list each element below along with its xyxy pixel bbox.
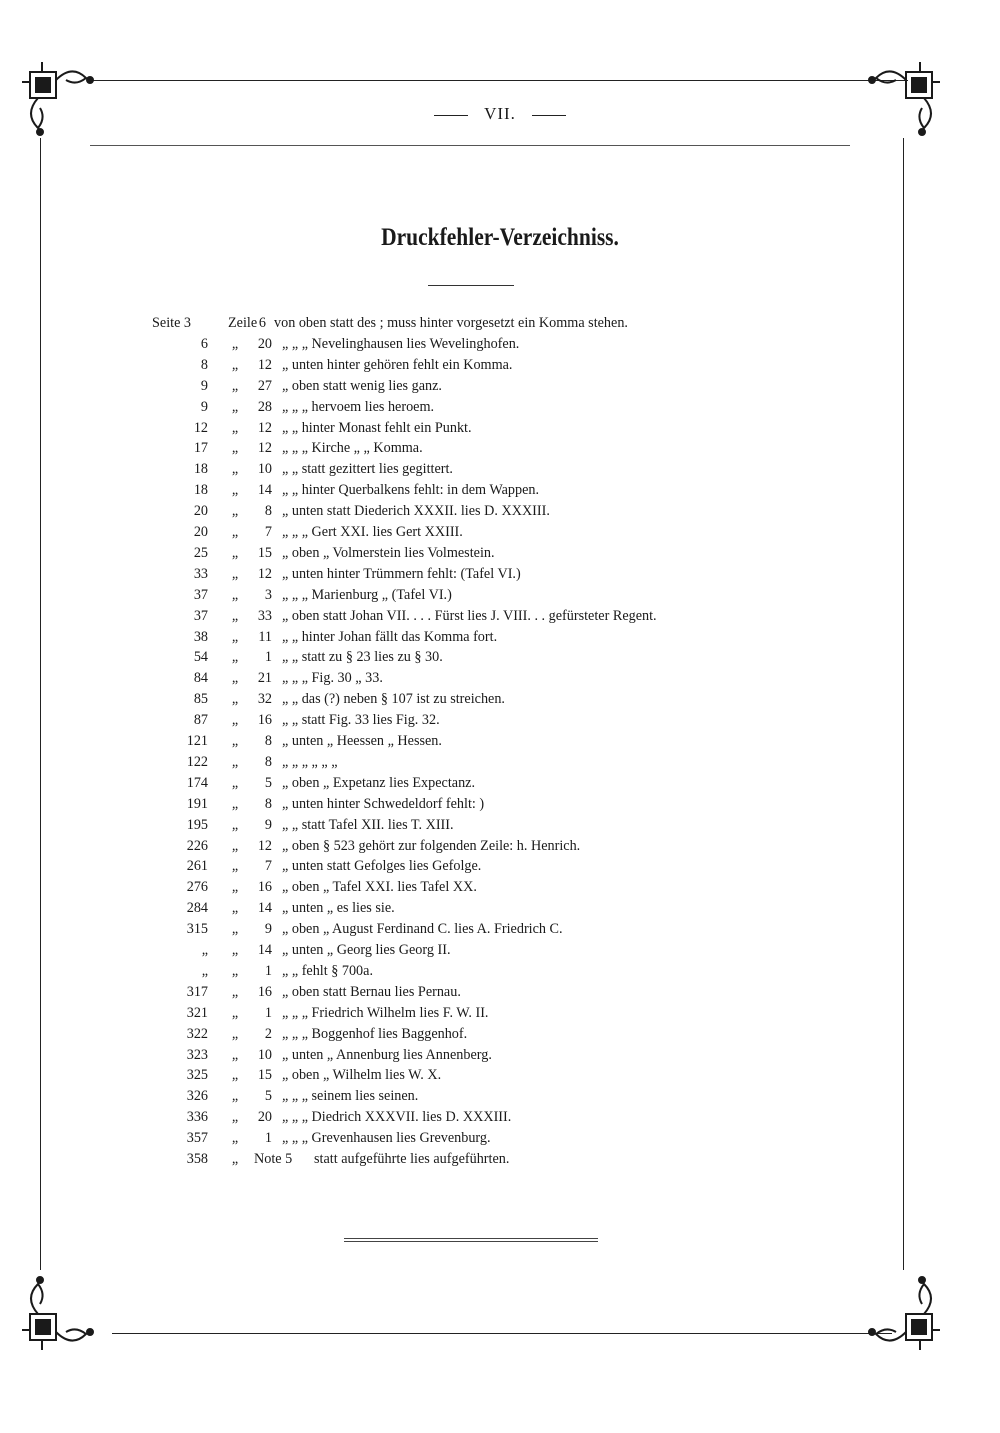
errata-line: 6: [258, 315, 266, 331]
errata-page: 323: [186, 1046, 208, 1063]
errata-zeile: „: [231, 440, 239, 457]
errata-text: „ oben „ Expetanz lies Expectanz.: [282, 774, 476, 791]
errata-line: 33: [257, 607, 272, 624]
errata-page: Seite 3: [152, 315, 192, 331]
errata-line: 12: [257, 356, 272, 373]
errata-page: 87: [193, 712, 208, 729]
footer-rule-top: [344, 1238, 598, 1239]
errata-text: „ oben „ Wilhelm lies W. X.: [282, 1067, 442, 1084]
errata-text: „ oben „ August Ferdinand C. lies A. Friedrich C.: [282, 921, 563, 938]
errata-zeile: „: [231, 335, 239, 352]
errata-line: 14: [257, 482, 272, 499]
errata-zeile: „: [231, 774, 239, 791]
errata-page: 336: [186, 1109, 208, 1126]
errata-page: 18: [193, 482, 208, 499]
errata-text: „ „ „ hervoem lies heroem.: [282, 398, 435, 415]
errata-line: 1: [264, 649, 272, 666]
errata-zeile: „: [231, 712, 239, 729]
errata-line: 1: [264, 1004, 272, 1021]
errata-zeile: „: [231, 544, 239, 561]
errata-line: 27: [257, 377, 272, 394]
corner-ornament-top-left: [20, 60, 102, 142]
errata-line: 11: [258, 628, 272, 645]
errata-zeile: „: [231, 565, 239, 582]
page-number: [0, 104, 1000, 124]
errata-page: 12: [193, 419, 208, 436]
errata-text: „ unten statt Diederich XXXII. lies D. XXXIII.: [282, 503, 550, 520]
errata-page: 85: [193, 691, 208, 708]
errata-line: 32: [257, 691, 272, 708]
errata-text: „ „ statt gezittert lies gegittert.: [282, 461, 453, 478]
errata-line: 9: [264, 816, 272, 833]
errata-page: 321: [186, 1004, 208, 1021]
errata-line: 2: [264, 1025, 272, 1042]
errata-zeile: „: [231, 419, 239, 436]
errata-page: 191: [186, 795, 208, 812]
errata-line: 21: [257, 670, 272, 687]
errata-line: 10: [257, 1046, 272, 1063]
errata-text: „ oben § 523 gehört zur folgenden Zeile: h. Henrich.: [282, 837, 581, 854]
errata-text: „ „ statt Tafel XII. lies T. XIII.: [282, 816, 454, 833]
errata-line: 12: [257, 837, 272, 854]
errata-line: 8: [264, 795, 272, 812]
errata-zeile: „: [231, 482, 239, 499]
errata-page: 276: [186, 879, 208, 896]
errata-text: „ „ „ Kirche „ „ Komma.: [282, 440, 423, 457]
errata-page: 284: [186, 900, 208, 917]
errata-page: 20: [193, 524, 208, 540]
errata-zeile: „: [231, 962, 239, 979]
errata-text: „ unten hinter gehören fehlt ein Komma.: [282, 356, 513, 373]
corner-ornament-top-right: [860, 60, 942, 142]
errata-page: 8: [200, 356, 208, 373]
errata-line: 8: [264, 503, 272, 520]
errata-text: „ „ „ Grevenhausen lies Grevenburg.: [282, 1130, 491, 1147]
page-number-text: VII.: [484, 104, 516, 123]
errata-line: 8: [264, 733, 272, 749]
errata-text: „ oben statt Bernau lies Pernau.: [282, 983, 461, 1000]
errata-text: „ „ hinter Monast fehlt ein Punkt.: [282, 419, 472, 436]
errata-page: 357: [186, 1130, 208, 1147]
errata-page: 315: [186, 921, 208, 938]
errata-page: 174: [186, 774, 208, 791]
errata-line: 7: [264, 858, 272, 875]
errata-line: 16: [257, 879, 272, 896]
errata-page: 317: [186, 983, 208, 1000]
errata-zeile: „: [231, 503, 239, 520]
errata-zeile: „: [231, 1046, 239, 1063]
errata-text: „ unten hinter Trümmern fehlt: (Tafel VI.): [282, 565, 521, 582]
errata-zeile: „: [231, 1109, 239, 1126]
errata-text: „ „ „ Gert XXI. lies Gert XXIII.: [282, 524, 463, 540]
errata-zeile: „: [231, 1151, 239, 1167]
errata-line: 5: [264, 1088, 272, 1105]
page-number-dash-left: [434, 115, 468, 116]
errata-zeile: „: [231, 795, 239, 812]
errata-text: „ „ fehlt § 700a.: [282, 962, 373, 979]
errata-page: 121: [186, 733, 208, 749]
errata-page: 325: [186, 1067, 208, 1084]
errata-text: „ unten statt Gefolges lies Gefolge.: [282, 858, 482, 875]
errata-zeile: „: [231, 733, 239, 749]
errata-text: „ unten „ Heessen „ Hessen.: [282, 733, 442, 749]
errata-zeile: „: [231, 356, 239, 373]
errata-page: 37: [193, 607, 208, 624]
errata-text: „ „ das (?) neben § 107 ist zu streichen.: [282, 691, 505, 708]
errata-text: „ „ „ Fig. 30 „ 33.: [282, 670, 383, 687]
errata-zeile: „: [231, 837, 239, 854]
errata-line: 15: [257, 544, 272, 561]
errata-zeile: „: [231, 586, 239, 603]
errata-line: 5: [264, 774, 272, 791]
page-number-dash-right: [532, 115, 566, 116]
errata-zeile: „: [231, 858, 239, 875]
title-rule: [428, 285, 514, 286]
errata-page: 226: [186, 837, 208, 854]
corner-ornament-bottom-right: [860, 1270, 942, 1352]
errata-line: 1: [264, 1130, 272, 1147]
errata-text: „ oben „ Volmerstein lies Volmestein.: [282, 544, 495, 561]
errata-zeile: „: [231, 607, 239, 624]
errata-page: 17: [193, 440, 208, 457]
errata-text: „ unten „ es lies sie.: [282, 900, 395, 917]
errata-line: Note 5: [254, 1151, 293, 1167]
errata-line: 12: [257, 419, 272, 436]
errata-line: 10: [257, 461, 272, 478]
frame-top-line: [92, 80, 908, 81]
errata-line: 20: [257, 1109, 272, 1126]
errata-zeile: „: [231, 879, 239, 896]
errata-zeile: „: [231, 628, 239, 645]
errata-page: 18: [193, 461, 208, 478]
errata-text: statt aufgeführte lies aufgeführten.: [314, 1151, 510, 1167]
errata-line: 3: [264, 586, 272, 603]
errata-line: 12: [257, 440, 272, 457]
errata-text: „ oben statt wenig lies ganz.: [282, 377, 442, 394]
errata-text: „ unten hinter Schwedeldorf fehlt: ): [282, 795, 485, 812]
errata-page: 37: [193, 586, 208, 603]
errata-page: 122: [186, 753, 208, 770]
errata-text: „ „ „ „ „ „: [282, 753, 338, 770]
errata-page: „: [201, 962, 208, 979]
errata-page: 195: [186, 816, 208, 833]
errata-page: 9: [200, 377, 208, 394]
errata-line: 1: [264, 962, 272, 979]
errata-text: „ unten „ Georg lies Georg II.: [282, 942, 451, 958]
frame-left-line: [40, 138, 41, 1270]
errata-text: „ „ „ Marienburg „ (Tafel VI.): [282, 586, 452, 603]
errata-line: 14: [257, 900, 272, 917]
errata-page: „: [201, 942, 208, 958]
errata-text: „ „ „ Diedrich XXXVII. lies D. XXXIII.: [282, 1109, 512, 1126]
errata-line: 15: [257, 1067, 272, 1084]
page-title: Druckfehler-Verzeichniss.: [381, 224, 619, 251]
errata-zeile: „: [231, 1004, 239, 1021]
errata-line: 16: [257, 983, 272, 1000]
errata-zeile: „: [231, 1130, 239, 1147]
errata-text: „ unten „ Annenburg lies Annenberg.: [282, 1046, 492, 1063]
errata-zeile: „: [231, 753, 239, 770]
errata-text: „ oben „ Tafel XXI. lies Tafel XX.: [282, 879, 477, 896]
errata-zeile: „: [231, 649, 239, 666]
errata-zeile: „: [231, 524, 239, 540]
errata-text: „ „ „ seinem lies seinen.: [282, 1088, 419, 1105]
errata-page: 261: [186, 858, 208, 875]
footer-rule-bottom: [344, 1241, 598, 1242]
errata-text: „ „ „ Nevelinghausen lies Wevelinghofen.: [282, 335, 520, 352]
errata-line: 28: [257, 398, 272, 415]
errata-text: „ „ „ Boggenhof lies Baggenhof.: [282, 1025, 468, 1042]
errata-page: 33: [193, 565, 208, 582]
corner-ornament-bottom-left: [20, 1270, 102, 1352]
errata-line: 20: [257, 335, 272, 352]
errata-text: „ „ „ Friedrich Wilhelm lies F. W. II.: [282, 1004, 489, 1021]
errata-text: „ oben statt Johan VII. . . . Fürst lies J. VIII. . . gefürsteter Regent.: [282, 607, 657, 624]
errata-zeile: Zeile: [228, 315, 258, 331]
errata-page: 54: [193, 649, 208, 666]
errata-text: „ „ hinter Querbalkens fehlt: in dem Wappen.: [282, 482, 540, 499]
errata-page: 326: [186, 1088, 208, 1105]
header-rule: [90, 145, 850, 146]
errata-page: 358: [186, 1151, 208, 1167]
errata-zeile: „: [231, 1088, 239, 1105]
errata-zeile: „: [231, 1025, 239, 1042]
errata-zeile: „: [231, 1067, 239, 1084]
errata-text: „ „ statt Fig. 33 lies Fig. 32.: [282, 712, 440, 729]
errata-line: 14: [257, 942, 272, 958]
errata-text: „ „ hinter Johan fällt das Komma fort.: [282, 628, 498, 645]
errata-text: von oben statt des ; muss hinter vorgesetzt ein Komma stehen.: [274, 315, 628, 331]
errata-line: 16: [257, 712, 272, 729]
errata-text: „ „ statt zu § 23 lies zu § 30.: [282, 649, 443, 666]
errata-zeile: „: [231, 921, 239, 938]
errata-zeile: „: [231, 942, 239, 958]
errata-zeile: „: [231, 691, 239, 708]
errata-page: 25: [193, 544, 208, 561]
errata-zeile: „: [231, 816, 239, 833]
errata-zeile: „: [231, 983, 239, 1000]
errata-line: 7: [264, 524, 272, 540]
errata-zeile: „: [231, 398, 239, 415]
errata-page: 38: [193, 628, 208, 645]
errata-line: 9: [264, 921, 272, 938]
errata-page: 9: [200, 398, 208, 415]
frame-bottom-line: [112, 1333, 892, 1334]
errata-page: 84: [193, 670, 208, 687]
errata-zeile: „: [231, 461, 239, 478]
errata-page: 20: [193, 503, 208, 520]
errata-page: 6: [200, 335, 208, 352]
errata-zeile: „: [231, 900, 239, 917]
errata-page: 322: [186, 1025, 208, 1042]
frame-right-line: [903, 138, 904, 1270]
errata-zeile: „: [231, 377, 239, 394]
errata-zeile: „: [231, 670, 239, 687]
errata-line: 8: [264, 753, 272, 770]
errata-line: 12: [257, 565, 272, 582]
